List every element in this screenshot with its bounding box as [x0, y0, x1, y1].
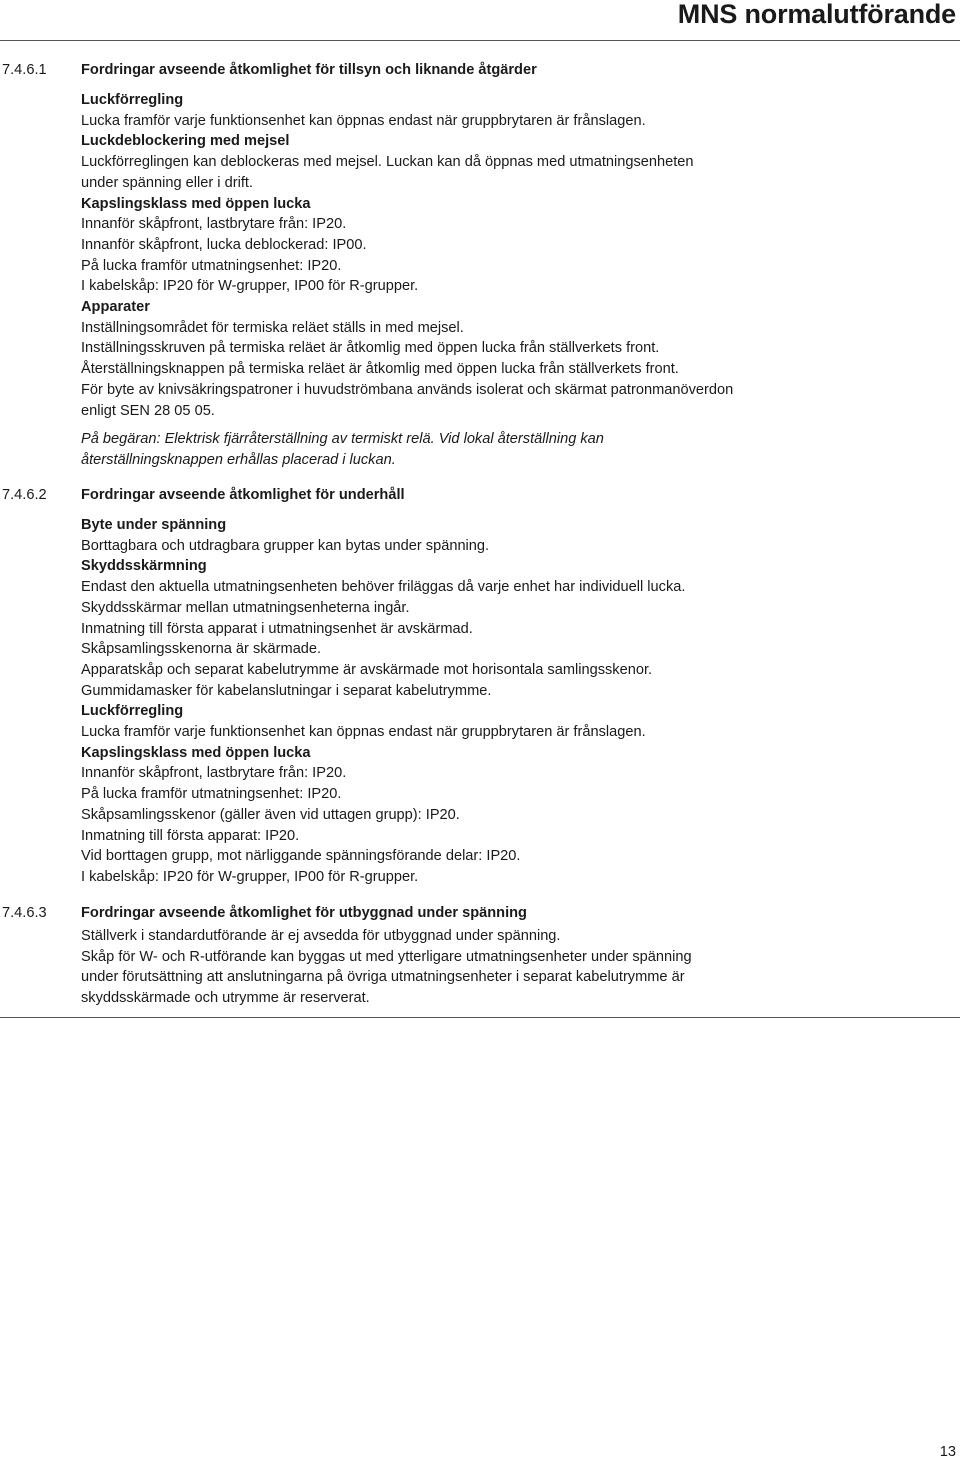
section-body [81, 926, 841, 1009]
text-line: På lucka framför utmatningsenhet: IP20. [81, 786, 342, 803]
text-line: under förutsättning att anslutningarna på övriga utmatningsenheter i separat kabelutrymme är [81, 969, 685, 986]
subheading: Luckförregling [81, 92, 184, 108]
text-line: Skåpsamlingsskenorna är skärmade. [81, 641, 322, 658]
text-line: enligt SEN 28 05 05. [81, 402, 215, 419]
text-line: Skåpsamlingsskenor (gäller även vid uttagen grupp): IP20. [81, 806, 460, 823]
text-line: Ställverk i standardutförande är ej avsedda för utbyggnad under spänning. [81, 928, 561, 944]
text-line: Gummidamasker för kabelanslutningar i separat kabelutrymme. [81, 682, 492, 699]
text-line: I kabelskåp: IP20 för W-grupper, IP00 för R-grupper. [81, 868, 419, 885]
section-number: 7.4.6.1 [2, 62, 47, 78]
subheading: Kapslingsklass med öppen lucka [81, 744, 311, 761]
text-line: Endast den aktuella utmatningsenheten behöver friläggas då varje enhet har individuell lucka. [81, 579, 686, 596]
section-body [81, 515, 841, 888]
subheading: Kapslingsklass med öppen lucka [81, 195, 311, 212]
text-line: återställningsknappen erhållas placerad i luckan. [81, 451, 396, 468]
text-line: Apparatskåp och separat kabelutrymme är avskärmade mot horisontala samlingsskenor. [81, 661, 653, 678]
section-number: 7.4.6.3 [2, 905, 47, 921]
text-line: I kabelskåp: IP20 för W-grupper, IP00 för R-grupper. [81, 278, 419, 295]
text-line: skyddsskärmade och utrymme är reserverat. [81, 990, 370, 1007]
subheading: Luckförregling [81, 703, 184, 720]
text-line: Skåp för W- och R-utförande kan byggas ut med ytterligare utmatningsenheter under spänning [81, 948, 692, 965]
text-line: Återställningsknappen på termiska reläet är åtkomlig med öppen lucka från ställverkets front. [81, 361, 679, 378]
section-title: Fordringar avseende åtkomlighet för utbyggnad under spänning [81, 905, 527, 921]
text-line: På lucka framför utmatningsenhet: IP20. [81, 257, 342, 274]
footer-divider [0, 1017, 960, 1018]
text-line: Skyddsskärmar mellan utmatningsenheterna ingår. [81, 599, 410, 616]
page-number: 13 [939, 1444, 956, 1460]
section-body [81, 90, 841, 471]
text-line: Innanför skåpfront, lucka deblockerad: IP00. [81, 236, 367, 253]
subheading: Byte under spänning [81, 517, 227, 533]
text-line: Luckförreglingen kan deblockeras med mejsel. Luckan kan då öppnas med utmatningsenheten [81, 154, 694, 171]
section-title: Fordringar avseende åtkomlighet för underhåll [81, 487, 405, 503]
paragraph-gap [81, 421, 841, 429]
subheading: Apparater [81, 299, 150, 316]
text-line: under spänning eller i drift. [81, 174, 253, 191]
text-line: Vid borttagen grupp, mot närliggande spänningsförande delar: IP20. [81, 848, 521, 865]
document-header-title: MNS normalutförande [677, 0, 956, 29]
section-title: Fordringar avseende åtkomlighet för tillsyn och liknande åtgärder [81, 62, 537, 78]
subheading: Luckdeblockering med mejsel [81, 133, 290, 150]
text-line: Inställningsskruven på termiska reläet är åtkomlig med öppen lucka från ställverkets front. [81, 340, 660, 357]
text-line: På begäran: Elektrisk fjärråterställning av termiskt relä. Vid lokal återställning kan [81, 431, 604, 448]
text-line: Inmatning till första apparat: IP20. [81, 827, 300, 844]
text-line: Borttagbara och utdragbara grupper kan bytas under spänning. [81, 537, 490, 554]
text-line: Innanför skåpfront, lastbrytare från: IP20. [81, 765, 347, 782]
section-number: 7.4.6.2 [2, 487, 47, 503]
text-line: Lucka framför varje funktionsenhet kan öppnas endast när gruppbrytaren är frånslagen. [81, 724, 646, 741]
header-divider [0, 40, 960, 41]
text-line: För byte av knivsäkringspatroner i huvudströmbana används isolerat och skärmat patronmanöverdon [81, 381, 734, 398]
text-line: Lucka framför varje funktionsenhet kan öppnas endast när gruppbrytaren är frånslagen. [81, 112, 646, 129]
text-line: Inmatning till första apparat i utmatningsenhet är avskärmad. [81, 620, 473, 637]
text-line: Inställningsområdet för termiska reläet ställs in med mejsel. [81, 319, 464, 336]
subheading: Skyddsskärmning [81, 558, 207, 575]
text-line: Innanför skåpfront, lastbrytare från: IP20. [81, 216, 347, 233]
